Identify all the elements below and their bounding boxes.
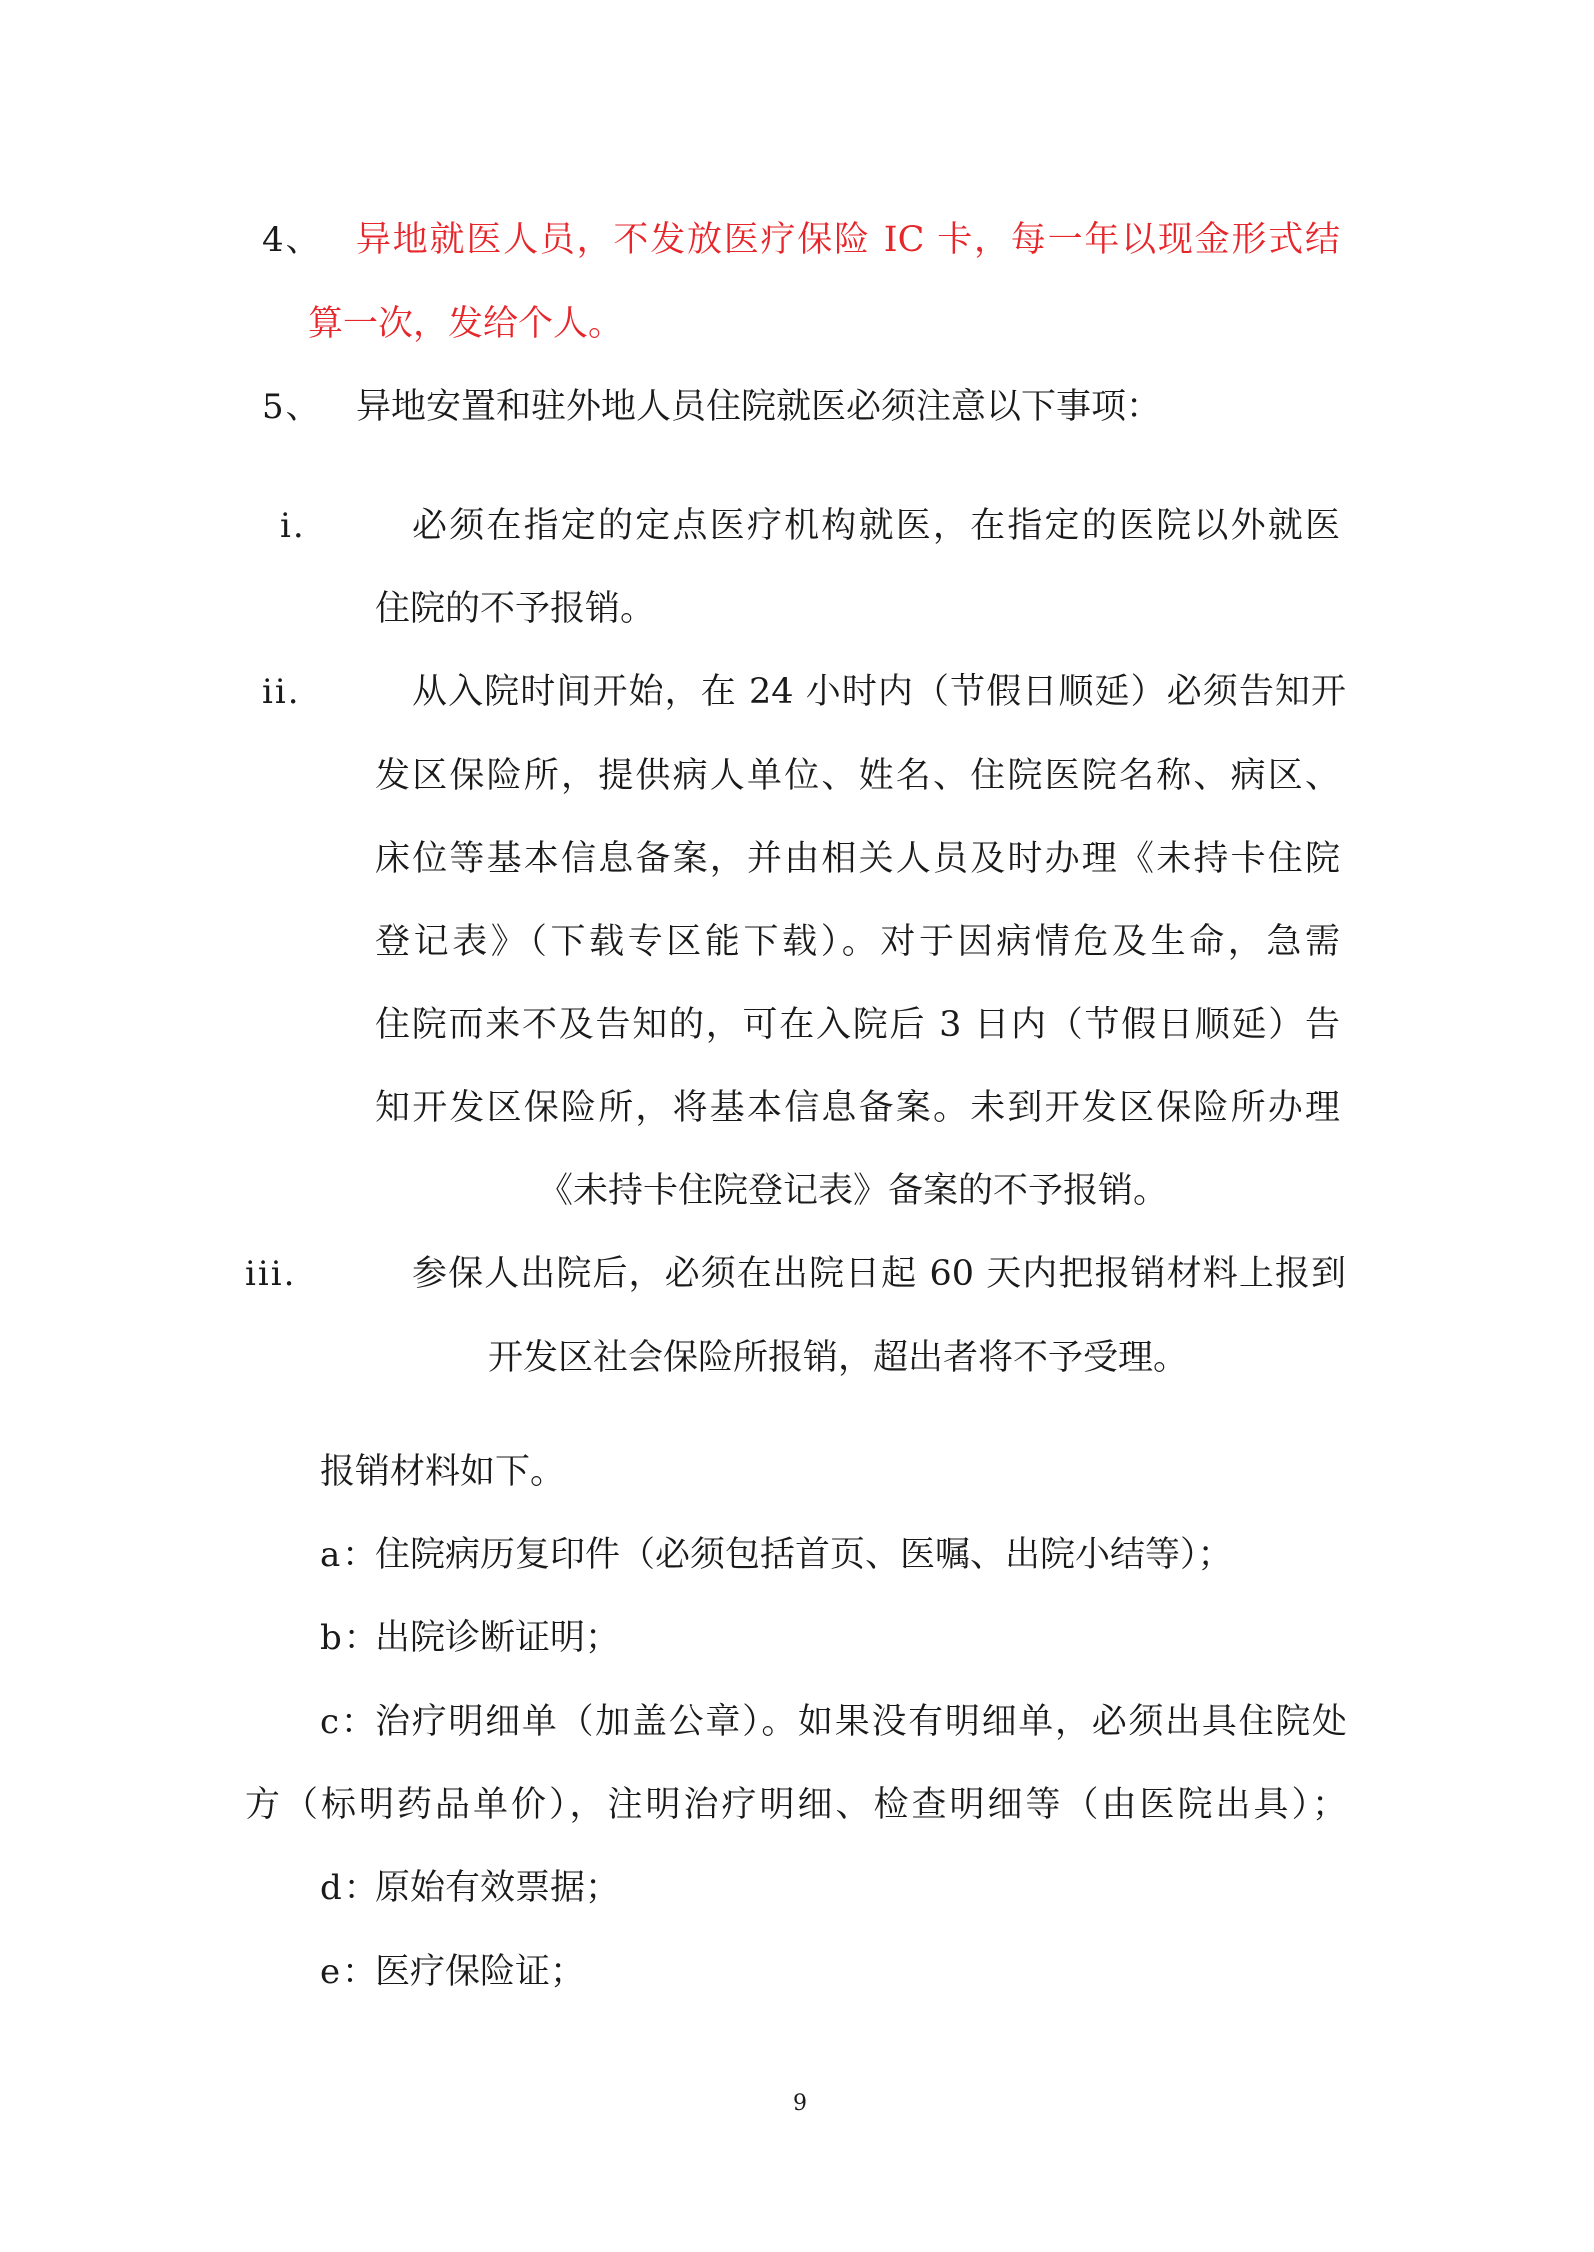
subitem-iii-line-2: 开发区社会保险所报销，超出者将不予受理。 [488, 1338, 1189, 1378]
subitem-ii-number: ii. [262, 672, 301, 712]
material-a-label: a： [320, 1535, 379, 1575]
material-d-label: d： [320, 1868, 380, 1908]
subitem-i-number: i. [280, 506, 306, 546]
subitem-ii-line-3: 床位等基本信息备案，并由相关人员及时办理《未持卡住院 [375, 839, 1340, 879]
subitem-ii-line-7: 《未持卡住院登记表》备案的不予报销。 [538, 1171, 1169, 1211]
material-e-text: 医疗保险证； [375, 1952, 586, 1992]
subitem-ii-line-2: 发区保险所，提供病人单位、姓名、住院医院名称、病区、 [375, 756, 1340, 796]
material-c-line-1: 治疗明细单（加盖公章）。如果没有明细单，必须出具住院处 [375, 1702, 1347, 1742]
subitem-i-line-2: 住院的不予报销。 [375, 589, 656, 629]
item-5-line-1: 异地安置和驻外地人员住院就医必须注意以下事项： [356, 387, 1162, 427]
subitem-ii-line-4: 登记表》（下载专区能下载）。对于因病情危及生命，急需 [375, 922, 1340, 962]
material-c-label: c： [320, 1702, 378, 1742]
subitem-iii-number: iii. [245, 1254, 297, 1294]
material-d-text: 原始有效票据； [375, 1868, 621, 1908]
item-4-line-2: 算一次，发给个人。 [308, 304, 624, 344]
material-c-line-2: 方（标明药品单价），注明治疗明细、检查明细等（由医院出具）； [245, 1785, 1347, 1825]
material-a-text: 住院病历复印件（必须包括首页、医嘱、出院小结等）； [375, 1535, 1233, 1575]
subitem-ii-line-5: 住院而来不及告知的，可在入院后 3 日内（节假日顺延）告 [375, 1005, 1340, 1045]
material-e-label: e： [320, 1952, 379, 1992]
item-4-line-1: 异地就医人员，不发放医疗保险 IC 卡，每一年以现金形式结 [356, 220, 1340, 260]
item-5-number: 5、 [262, 387, 322, 427]
page-number: 9 [793, 2091, 807, 2116]
subitem-i-line-1: 必须在指定的定点医疗机构就医，在指定的医院以外就医 [412, 506, 1340, 546]
subitem-ii-line-1: 从入院时间开始，在 24 小时内（节假日顺延）必须告知开 [412, 672, 1346, 712]
subitem-iii-line-1: 参保人出院后，必须在出院日起 60 天内把报销材料上报到 [412, 1254, 1346, 1294]
item-4-number: 4、 [262, 220, 322, 260]
materials-heading: 报销材料如下。 [320, 1452, 566, 1492]
material-b-text: 出院诊断证明； [375, 1618, 621, 1658]
material-b-label: b： [320, 1618, 380, 1658]
subitem-ii-line-6: 知开发区保险所，将基本信息备案。未到开发区保险所办理 [375, 1088, 1340, 1128]
